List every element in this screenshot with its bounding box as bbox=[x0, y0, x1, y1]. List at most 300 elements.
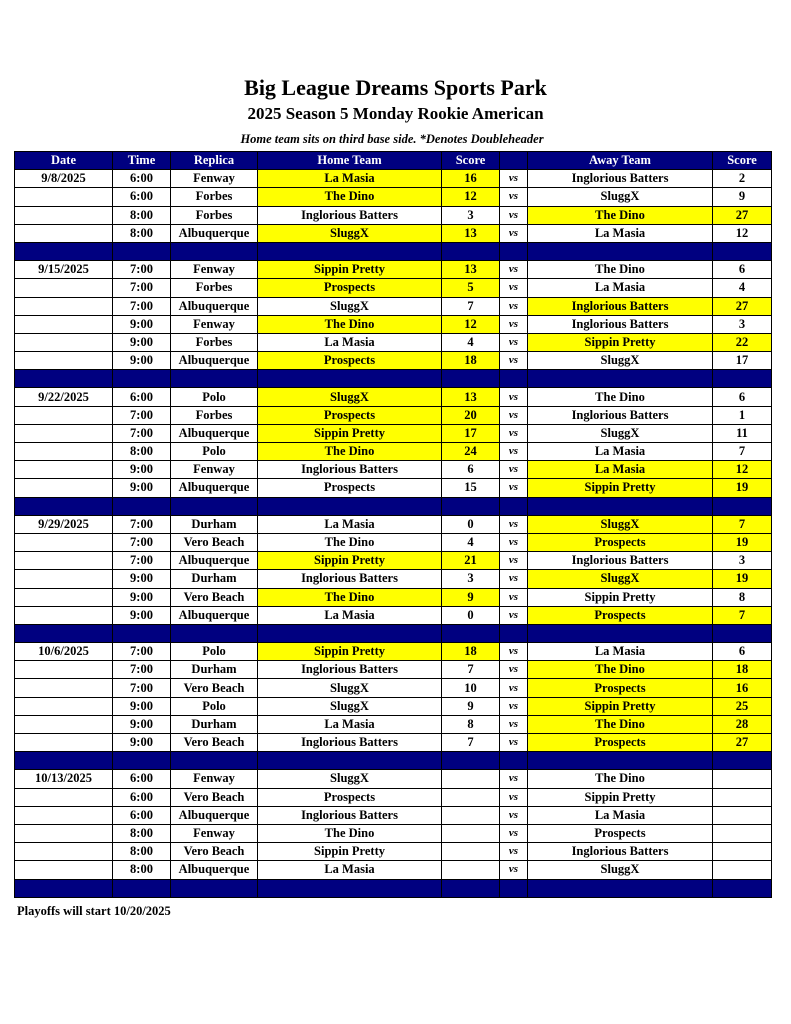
home-team: The Dino bbox=[258, 188, 442, 206]
separator-cell bbox=[713, 497, 772, 515]
separator-cell bbox=[113, 752, 171, 770]
home-team: Sippin Pretty bbox=[258, 424, 442, 442]
header-time: Time bbox=[113, 152, 171, 170]
away-score: 1 bbox=[713, 406, 772, 424]
page-title: Big League Dreams Sports Park bbox=[244, 75, 547, 100]
game-field: Vero Beach bbox=[171, 533, 258, 551]
home-team: SluggX bbox=[258, 297, 442, 315]
vs-label: vs bbox=[500, 843, 528, 861]
home-score bbox=[442, 788, 500, 806]
table-row bbox=[15, 352, 772, 370]
away-team: Inglorious Batters bbox=[528, 843, 713, 861]
home-team: La Masia bbox=[258, 515, 442, 533]
table-row bbox=[15, 606, 772, 624]
game-date bbox=[15, 533, 113, 551]
game-time: 7:00 bbox=[113, 279, 171, 297]
home-team: SluggX bbox=[258, 697, 442, 715]
home-team: Sippin Pretty bbox=[258, 643, 442, 661]
game-field: Forbes bbox=[171, 206, 258, 224]
home-score: 6 bbox=[442, 461, 500, 479]
home-team: La Masia bbox=[258, 715, 442, 733]
game-time: 7:00 bbox=[113, 515, 171, 533]
home-score: 12 bbox=[442, 188, 500, 206]
away-score: 27 bbox=[713, 206, 772, 224]
separator-cell bbox=[500, 879, 528, 897]
game-field: Fenway bbox=[171, 461, 258, 479]
away-score: 18 bbox=[713, 661, 772, 679]
away-score bbox=[713, 843, 772, 861]
vs-label: vs bbox=[500, 697, 528, 715]
game-time: 9:00 bbox=[113, 461, 171, 479]
game-field: Vero Beach bbox=[171, 734, 258, 752]
vs-label: vs bbox=[500, 279, 528, 297]
game-date bbox=[15, 861, 113, 879]
separator-cell bbox=[528, 879, 713, 897]
home-team: SluggX bbox=[258, 679, 442, 697]
vs-label: vs bbox=[500, 515, 528, 533]
separator-cell bbox=[713, 242, 772, 260]
separator-cell bbox=[528, 497, 713, 515]
away-score: 2 bbox=[713, 170, 772, 188]
separator-cell bbox=[500, 624, 528, 642]
game-date bbox=[15, 479, 113, 497]
away-score: 19 bbox=[713, 479, 772, 497]
game-field: Albuquerque bbox=[171, 606, 258, 624]
away-team: La Masia bbox=[528, 443, 713, 461]
game-date bbox=[15, 279, 113, 297]
separator-cell bbox=[442, 242, 500, 260]
vs-label: vs bbox=[500, 424, 528, 442]
home-team: La Masia bbox=[258, 861, 442, 879]
away-team: La Masia bbox=[528, 224, 713, 242]
playoffs-note: Playoffs will start 10/20/2025 bbox=[17, 904, 171, 918]
game-field: Albuquerque bbox=[171, 806, 258, 824]
game-time: 8:00 bbox=[113, 206, 171, 224]
separator-cell bbox=[15, 752, 113, 770]
away-score: 8 bbox=[713, 588, 772, 606]
away-score: 25 bbox=[713, 697, 772, 715]
home-score: 3 bbox=[442, 570, 500, 588]
separator-cell bbox=[713, 624, 772, 642]
away-team: Inglorious Batters bbox=[528, 297, 713, 315]
vs-label: vs bbox=[500, 643, 528, 661]
table-row bbox=[15, 188, 772, 206]
header-away-team: Away Team bbox=[528, 152, 713, 170]
home-team: Sippin Pretty bbox=[258, 261, 442, 279]
away-team: SluggX bbox=[528, 515, 713, 533]
table-row bbox=[15, 443, 772, 461]
home-score: 24 bbox=[442, 443, 500, 461]
game-field: Polo bbox=[171, 443, 258, 461]
home-team: The Dino bbox=[258, 588, 442, 606]
separator-cell bbox=[442, 497, 500, 515]
away-score: 7 bbox=[713, 606, 772, 624]
home-score: 18 bbox=[442, 352, 500, 370]
home-score: 9 bbox=[442, 588, 500, 606]
separator-cell bbox=[15, 879, 113, 897]
table-row bbox=[15, 734, 772, 752]
home-team: Prospects bbox=[258, 788, 442, 806]
game-date bbox=[15, 224, 113, 242]
vs-label: vs bbox=[500, 788, 528, 806]
game-field: Forbes bbox=[171, 279, 258, 297]
home-team: Inglorious Batters bbox=[258, 206, 442, 224]
away-team: Inglorious Batters bbox=[528, 552, 713, 570]
game-field: Albuquerque bbox=[171, 861, 258, 879]
separator-cell bbox=[113, 242, 171, 260]
away-team: The Dino bbox=[528, 770, 713, 788]
away-score bbox=[713, 788, 772, 806]
header-away-score: Score bbox=[713, 152, 772, 170]
away-team: Prospects bbox=[528, 824, 713, 842]
game-field: Forbes bbox=[171, 406, 258, 424]
game-date bbox=[15, 843, 113, 861]
home-team: SluggX bbox=[258, 388, 442, 406]
table-row bbox=[15, 552, 772, 570]
table-row bbox=[15, 297, 772, 315]
vs-label: vs bbox=[500, 261, 528, 279]
home-team: Inglorious Batters bbox=[258, 806, 442, 824]
table-row bbox=[15, 861, 772, 879]
game-time: 9:00 bbox=[113, 479, 171, 497]
vs-label: vs bbox=[500, 533, 528, 551]
home-team: Prospects bbox=[258, 279, 442, 297]
game-date bbox=[15, 424, 113, 442]
separator-cell bbox=[15, 497, 113, 515]
home-score: 7 bbox=[442, 661, 500, 679]
away-score: 6 bbox=[713, 643, 772, 661]
week-separator bbox=[15, 752, 772, 770]
game-field: Durham bbox=[171, 515, 258, 533]
game-time: 7:00 bbox=[113, 424, 171, 442]
schedule-body bbox=[15, 170, 772, 898]
game-date bbox=[15, 188, 113, 206]
vs-label: vs bbox=[500, 552, 528, 570]
game-time: 9:00 bbox=[113, 333, 171, 351]
table-row bbox=[15, 315, 772, 333]
table-row bbox=[15, 643, 772, 661]
home-team: Prospects bbox=[258, 352, 442, 370]
header-replica: Replica bbox=[171, 152, 258, 170]
vs-label: vs bbox=[500, 443, 528, 461]
table-row bbox=[15, 588, 772, 606]
vs-label: vs bbox=[500, 679, 528, 697]
home-score: 21 bbox=[442, 552, 500, 570]
away-score: 16 bbox=[713, 679, 772, 697]
home-score: 13 bbox=[442, 224, 500, 242]
away-score: 12 bbox=[713, 461, 772, 479]
game-time: 6:00 bbox=[113, 770, 171, 788]
vs-label: vs bbox=[500, 406, 528, 424]
game-time: 9:00 bbox=[113, 315, 171, 333]
home-team: La Masia bbox=[258, 333, 442, 351]
home-team: The Dino bbox=[258, 533, 442, 551]
home-score: 4 bbox=[442, 333, 500, 351]
home-team: Sippin Pretty bbox=[258, 843, 442, 861]
game-field: Durham bbox=[171, 570, 258, 588]
away-team: SluggX bbox=[528, 570, 713, 588]
separator-cell bbox=[442, 879, 500, 897]
separator-cell bbox=[113, 497, 171, 515]
table-row bbox=[15, 424, 772, 442]
game-date bbox=[15, 806, 113, 824]
separator-cell bbox=[15, 242, 113, 260]
game-date: 9/29/2025 bbox=[15, 515, 113, 533]
away-team: La Masia bbox=[528, 806, 713, 824]
table-row bbox=[15, 461, 772, 479]
game-field: Albuquerque bbox=[171, 552, 258, 570]
away-score: 6 bbox=[713, 261, 772, 279]
game-date: 9/15/2025 bbox=[15, 261, 113, 279]
away-team: SluggX bbox=[528, 352, 713, 370]
game-date bbox=[15, 570, 113, 588]
table-row bbox=[15, 388, 772, 406]
away-score: 6 bbox=[713, 388, 772, 406]
game-time: 8:00 bbox=[113, 843, 171, 861]
game-date bbox=[15, 606, 113, 624]
separator-cell bbox=[171, 752, 258, 770]
separator-cell bbox=[713, 752, 772, 770]
home-score: 4 bbox=[442, 533, 500, 551]
game-field: Durham bbox=[171, 661, 258, 679]
separator-cell bbox=[258, 879, 442, 897]
home-team: Sippin Pretty bbox=[258, 552, 442, 570]
home-score bbox=[442, 824, 500, 842]
game-date bbox=[15, 588, 113, 606]
separator-cell bbox=[500, 752, 528, 770]
home-score: 10 bbox=[442, 679, 500, 697]
game-time: 6:00 bbox=[113, 388, 171, 406]
week-separator bbox=[15, 370, 772, 388]
game-time: 6:00 bbox=[113, 788, 171, 806]
away-team: Prospects bbox=[528, 606, 713, 624]
away-score: 3 bbox=[713, 552, 772, 570]
away-score: 28 bbox=[713, 715, 772, 733]
table-row bbox=[15, 843, 772, 861]
away-team: Sippin Pretty bbox=[528, 697, 713, 715]
away-score: 27 bbox=[713, 297, 772, 315]
game-time: 8:00 bbox=[113, 861, 171, 879]
game-field: Forbes bbox=[171, 188, 258, 206]
home-score: 16 bbox=[442, 170, 500, 188]
table-row bbox=[15, 697, 772, 715]
away-team: The Dino bbox=[528, 206, 713, 224]
vs-label: vs bbox=[500, 224, 528, 242]
table-row bbox=[15, 679, 772, 697]
game-date bbox=[15, 661, 113, 679]
table-row bbox=[15, 515, 772, 533]
separator-cell bbox=[258, 624, 442, 642]
game-date bbox=[15, 697, 113, 715]
vs-label: vs bbox=[500, 715, 528, 733]
game-field: Durham bbox=[171, 715, 258, 733]
game-field: Albuquerque bbox=[171, 424, 258, 442]
game-field: Fenway bbox=[171, 170, 258, 188]
home-score bbox=[442, 843, 500, 861]
home-score: 12 bbox=[442, 315, 500, 333]
away-team: Sippin Pretty bbox=[528, 333, 713, 351]
vs-label: vs bbox=[500, 570, 528, 588]
vs-label: vs bbox=[500, 806, 528, 824]
away-score: 19 bbox=[713, 570, 772, 588]
separator-cell bbox=[171, 370, 258, 388]
vs-label: vs bbox=[500, 297, 528, 315]
game-field: Fenway bbox=[171, 824, 258, 842]
vs-label: vs bbox=[500, 461, 528, 479]
away-team: La Masia bbox=[528, 643, 713, 661]
separator-cell bbox=[258, 242, 442, 260]
home-team: Inglorious Batters bbox=[258, 570, 442, 588]
game-time: 8:00 bbox=[113, 224, 171, 242]
home-score: 18 bbox=[442, 643, 500, 661]
game-date bbox=[15, 352, 113, 370]
home-score bbox=[442, 806, 500, 824]
away-team: Inglorious Batters bbox=[528, 170, 713, 188]
game-time: 7:00 bbox=[113, 406, 171, 424]
home-score: 0 bbox=[442, 515, 500, 533]
home-score: 5 bbox=[442, 279, 500, 297]
home-score: 20 bbox=[442, 406, 500, 424]
vs-label: vs bbox=[500, 170, 528, 188]
separator-cell bbox=[113, 879, 171, 897]
game-date bbox=[15, 315, 113, 333]
separator-cell bbox=[258, 752, 442, 770]
home-score bbox=[442, 770, 500, 788]
home-team-note: Home team sits on third base side. *Denotes Doubleheader bbox=[240, 132, 544, 146]
separator-cell bbox=[528, 752, 713, 770]
game-time: 7:00 bbox=[113, 533, 171, 551]
game-field: Albuquerque bbox=[171, 352, 258, 370]
vs-label: vs bbox=[500, 861, 528, 879]
game-field: Vero Beach bbox=[171, 588, 258, 606]
separator-cell bbox=[15, 370, 113, 388]
away-score: 27 bbox=[713, 734, 772, 752]
separator-cell bbox=[258, 497, 442, 515]
vs-label: vs bbox=[500, 315, 528, 333]
away-score bbox=[713, 861, 772, 879]
vs-label: vs bbox=[500, 479, 528, 497]
table-row bbox=[15, 715, 772, 733]
home-team: The Dino bbox=[258, 443, 442, 461]
away-score bbox=[713, 824, 772, 842]
game-time: 7:00 bbox=[113, 661, 171, 679]
away-team: SluggX bbox=[528, 424, 713, 442]
home-score: 9 bbox=[442, 697, 500, 715]
separator-cell bbox=[528, 242, 713, 260]
game-time: 9:00 bbox=[113, 570, 171, 588]
separator-cell bbox=[113, 370, 171, 388]
game-date bbox=[15, 824, 113, 842]
away-score bbox=[713, 770, 772, 788]
home-team: La Masia bbox=[258, 170, 442, 188]
away-team: Prospects bbox=[528, 679, 713, 697]
separator-cell bbox=[528, 370, 713, 388]
table-row bbox=[15, 770, 772, 788]
separator-cell bbox=[171, 242, 258, 260]
vs-label: vs bbox=[500, 606, 528, 624]
week-separator bbox=[15, 624, 772, 642]
vs-label: vs bbox=[500, 352, 528, 370]
vs-label: vs bbox=[500, 661, 528, 679]
away-team: Prospects bbox=[528, 734, 713, 752]
game-date bbox=[15, 443, 113, 461]
game-time: 9:00 bbox=[113, 697, 171, 715]
home-team: The Dino bbox=[258, 824, 442, 842]
separator-cell bbox=[258, 370, 442, 388]
game-date: 9/8/2025 bbox=[15, 170, 113, 188]
table-row bbox=[15, 206, 772, 224]
schedule-header bbox=[15, 152, 772, 170]
home-score bbox=[442, 861, 500, 879]
table-row bbox=[15, 806, 772, 824]
home-team: Inglorious Batters bbox=[258, 461, 442, 479]
game-field: Vero Beach bbox=[171, 788, 258, 806]
home-score: 13 bbox=[442, 261, 500, 279]
game-date bbox=[15, 333, 113, 351]
game-field: Polo bbox=[171, 697, 258, 715]
header-home-team: Home Team bbox=[258, 152, 442, 170]
table-row bbox=[15, 406, 772, 424]
separator-cell bbox=[442, 624, 500, 642]
away-team: La Masia bbox=[528, 461, 713, 479]
game-date bbox=[15, 297, 113, 315]
home-score: 0 bbox=[442, 606, 500, 624]
home-score: 17 bbox=[442, 424, 500, 442]
away-team: The Dino bbox=[528, 388, 713, 406]
home-score: 3 bbox=[442, 206, 500, 224]
away-score: 19 bbox=[713, 533, 772, 551]
away-team: Sippin Pretty bbox=[528, 588, 713, 606]
home-team: La Masia bbox=[258, 606, 442, 624]
table-row bbox=[15, 533, 772, 551]
separator-cell bbox=[442, 370, 500, 388]
game-date bbox=[15, 552, 113, 570]
game-time: 6:00 bbox=[113, 188, 171, 206]
separator-cell bbox=[113, 624, 171, 642]
away-score: 17 bbox=[713, 352, 772, 370]
away-score: 11 bbox=[713, 424, 772, 442]
game-time: 6:00 bbox=[113, 806, 171, 824]
separator-cell bbox=[500, 242, 528, 260]
game-field: Fenway bbox=[171, 315, 258, 333]
table-row bbox=[15, 788, 772, 806]
separator-cell bbox=[713, 370, 772, 388]
home-team: SluggX bbox=[258, 770, 442, 788]
separator-cell bbox=[171, 879, 258, 897]
week-separator bbox=[15, 497, 772, 515]
vs-label: vs bbox=[500, 588, 528, 606]
home-score: 7 bbox=[442, 734, 500, 752]
game-date bbox=[15, 406, 113, 424]
game-field: Vero Beach bbox=[171, 843, 258, 861]
vs-label: vs bbox=[500, 188, 528, 206]
away-team: Sippin Pretty bbox=[528, 788, 713, 806]
away-team: Prospects bbox=[528, 533, 713, 551]
separator-cell bbox=[500, 370, 528, 388]
game-time: 8:00 bbox=[113, 443, 171, 461]
game-field: Albuquerque bbox=[171, 297, 258, 315]
table-row bbox=[15, 170, 772, 188]
home-team: Inglorious Batters bbox=[258, 661, 442, 679]
game-date bbox=[15, 679, 113, 697]
away-score: 7 bbox=[713, 515, 772, 533]
vs-label: vs bbox=[500, 734, 528, 752]
game-field: Albuquerque bbox=[171, 479, 258, 497]
game-date: 10/6/2025 bbox=[15, 643, 113, 661]
header-date: Date bbox=[15, 152, 113, 170]
schedule-table bbox=[14, 151, 772, 898]
header-row bbox=[15, 152, 772, 170]
